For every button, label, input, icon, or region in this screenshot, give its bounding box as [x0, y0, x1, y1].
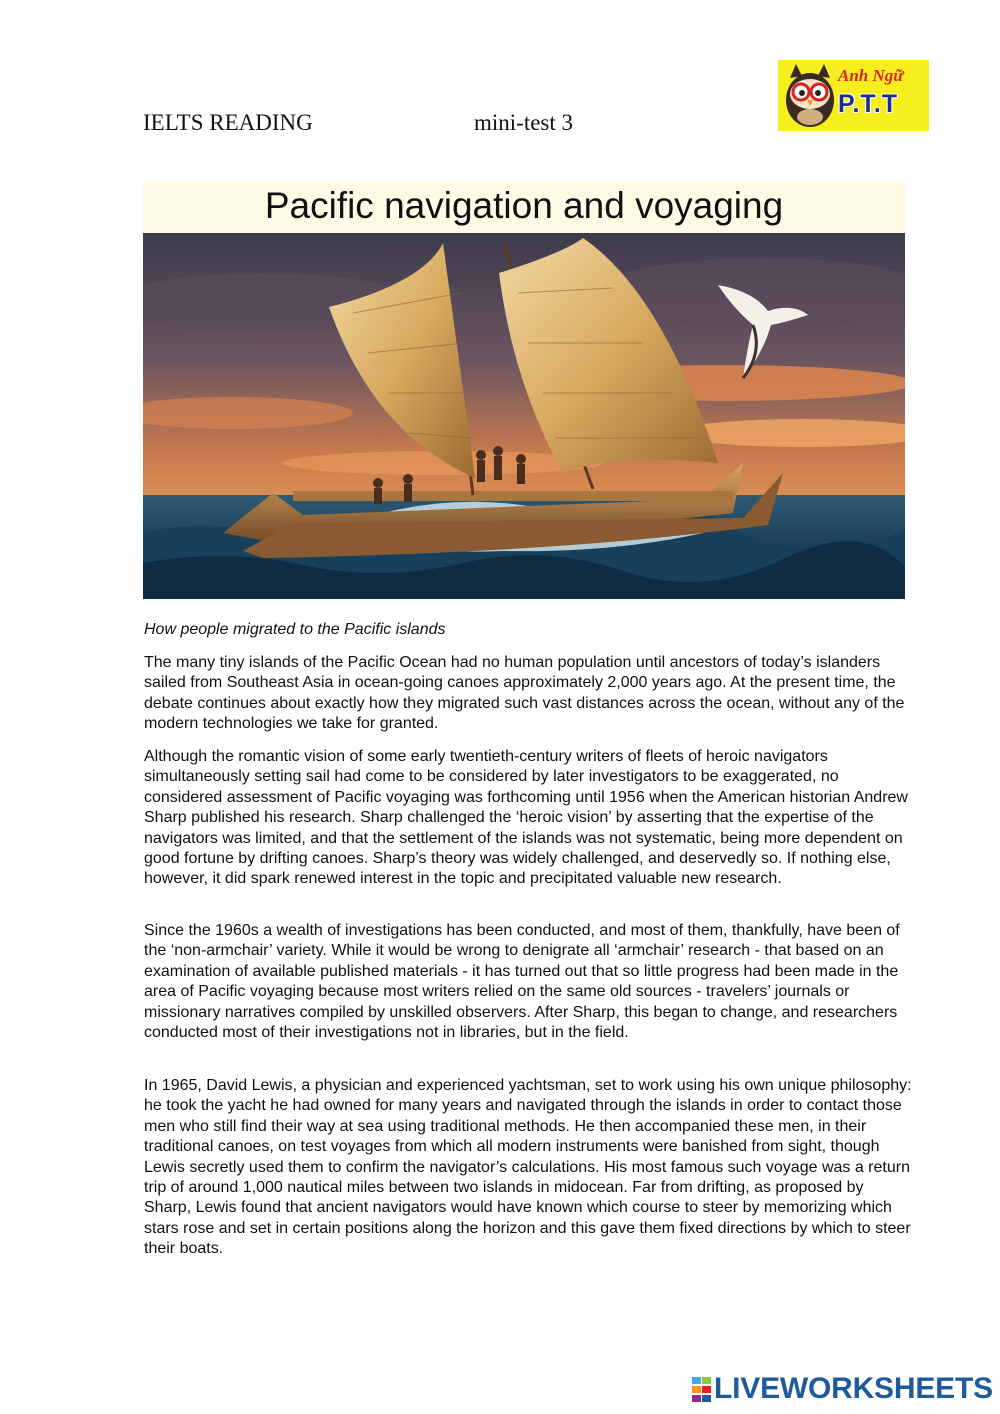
liveworksheets-brand: LIVEWORKSHEETS [714, 1372, 993, 1405]
liveworksheets-icon [692, 1377, 712, 1403]
test-label: mini-test 3 [474, 110, 574, 135]
page-title: Pacific navigation and voyaging [264, 185, 784, 226]
paragraph-4: In 1965, David Lewis, a physician and experienced yachtsman, set to work using his own unique philosophy: he took the yacht he had owned for many years and navigated through the islands in order to contact those men who still find their way at sea using traditional methods. He then accompanied these men, in their traditional canoes, on test voyages from which all modern instruments were banished from sight, though Lewis secretly used them to confirm the navigator’s calculations. His most famous such voyage was a return trip of around 1,000 nautical miles between two islands in midocean. Far from drifting, as proposed by Sharp, Lewis found that ancient navigators would have known which course to steer by memorizing which stars rose and set in certain positions along the horizon and this gave them fixed directions by which to steer their boats. [144, 1077, 912, 1258]
paragraph-1: The many tiny islands of the Pacific Ocean had no human population until ancestors of today’s islanders sailed from Southeast Asia in ocean-going canoes approximately 2,000 years ago. At the present time, the debate continues about exactly how they migrated such vast distances across the ocean, without any of the modern technologies we take for granted. [144, 654, 905, 733]
brand-logo [778, 60, 929, 131]
logo-brand-text: Anh Ngữ [838, 66, 904, 85]
paragraph-2: Although the romantic vision of some early twentieth-century writers of fleets of heroic navigators simultaneously setting sail had come to be considered by later investigators to be exaggerated, no considered assessment of Pacific voyaging was forthcoming until 1956 when the American historian Andrew Sharp published his research. Sharp challenged the ‘heroic vision’ by asserting that the expertise of the navigators was limited, and that the settlement of the islands was not systematic, being more dependent on good fortune by drifting canoes. Sharp’s theory was widely challenged, and deservedly so. If nothing else, however, it did spark renewed interest in the topic and precipitated valuable new research. [144, 748, 908, 888]
voyaging-canoe-illustration [143, 233, 905, 599]
logo-brand-initials: P.T.T [838, 90, 899, 118]
paragraph-3: Since the 1960s a wealth of investigations has been conducted, and most of them, thankfully, have been of the ‘non-armchair’ variety. While it would be wrong to denigrate all ‘armchair’ research - that based on an examination of available published materials - it has turned out that so little progress had been made in the area of Pacific voyaging because most writers relied on the same old sources - travelers’ journals or missionary narratives compiled by unskilled observers. After Sharp, this began to change, and researchers conducted most of their investigations not in libraries, but in the field. [144, 922, 900, 1042]
header-label: IELTS READING [143, 110, 313, 135]
article-subtitle: How people migrated to the Pacific islands [144, 621, 446, 638]
title-band [143, 181, 905, 233]
